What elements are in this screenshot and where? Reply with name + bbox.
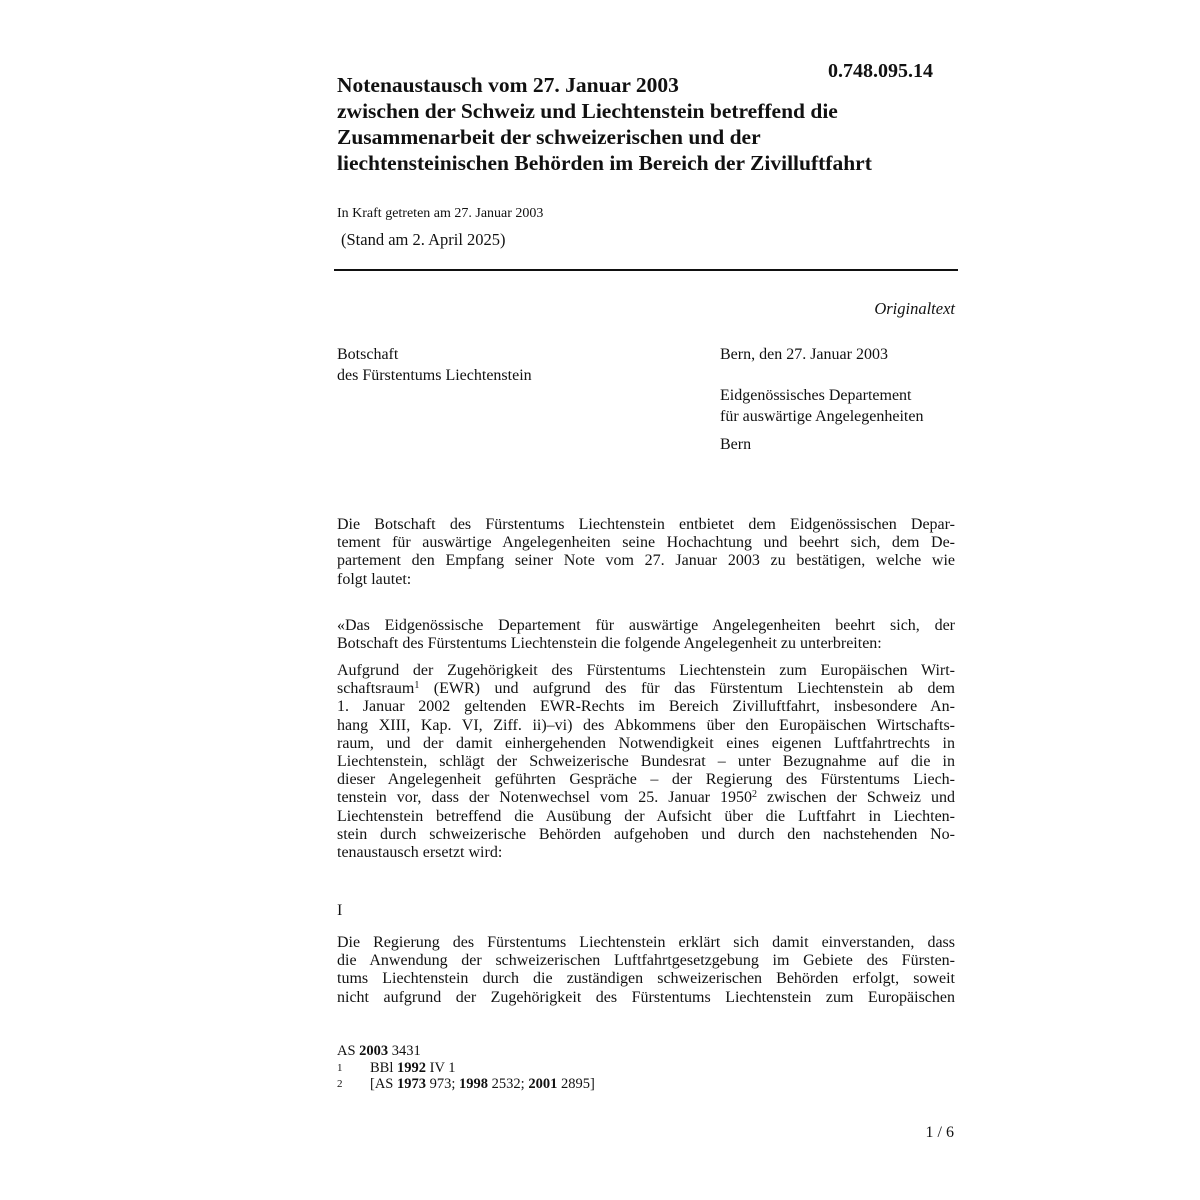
text-segment: tenstein vor, dass der Notenwechsel vom 25. Januar 1950: [337, 789, 752, 807]
section-numeral: I: [337, 902, 343, 919]
recipient-block: [720, 344, 923, 455]
text-line: nicht aufgrund der Zugehörigkeit des Fürstentums Liechtenstein zum Europäischen: [337, 988, 955, 1006]
text-line: partement den Empfang seiner Note vom 27. Januar 2003 zu bestätigen, welche wie: [337, 552, 955, 570]
official-collection-ref: [337, 1043, 595, 1060]
text-line: tums Liechtenstein durch die zuständigen schweizerischen Behörden erfolgt, soweit: [337, 970, 955, 988]
footnote-number: 1: [337, 1061, 343, 1074]
text-line: Liechtenstein, schlägt der Schweizerische Bundesrat – unter Bezugnahme auf die in: [337, 753, 955, 771]
text-line: tement für auswärtige Angelegenheiten seine Hochachtung und beehrt sich, dem De-: [337, 534, 955, 552]
sender-block: [337, 344, 532, 386]
title-line: zwischen der Schweiz und Liechtenstein betreffend die: [337, 99, 838, 123]
text-line: [337, 789, 955, 807]
recipient-line: Eidgenössisches Departement: [720, 387, 912, 404]
text-line: stein durch schweizerische Behörden aufgehoben und durch den nachstehenden No-: [337, 825, 955, 843]
header-divider: [334, 269, 958, 271]
status-date: (Stand am 2. April 2025): [341, 230, 506, 249]
document-title: [337, 72, 957, 176]
sr-number: 0.748.095.14: [828, 60, 933, 82]
fn-text: 2895]: [560, 1076, 595, 1092]
fn-year: 2001: [528, 1076, 558, 1092]
footnotes: [337, 1043, 595, 1093]
paragraph-main: [337, 662, 955, 862]
text-line: dieser Angelegenheit geführten Gespräche – der Regierung des Fürstentums Liech-: [337, 771, 955, 789]
text-segment: (EWR) und aufgrund des für das Fürstentum Liechtenstein ab dem: [419, 680, 955, 698]
footnote-ref-2[interactable]: 2: [751, 789, 757, 801]
text-line: tenaustausch ersetzt wird:: [337, 844, 503, 862]
footnote-number: 2: [337, 1078, 343, 1090]
footnote-2: [337, 1076, 595, 1093]
as-year: 2003: [359, 1043, 389, 1059]
text-line: folgt lautet:: [337, 570, 412, 588]
text-line: Aufgrund der Zugehörigkeit des Fürstentums Liechtenstein zum Europäischen Wirt-: [337, 662, 955, 679]
title-line: liechtensteinischen Behörden im Bereich der Zivilluftfahrt: [337, 151, 872, 175]
text-segment: schaftsraum: [337, 680, 415, 698]
sender-line: Botschaft: [337, 346, 399, 363]
paragraph-intro: [337, 516, 955, 589]
title-line: Zusammenarbeit der schweizerischen und der: [337, 125, 761, 149]
footnote-1: [337, 1060, 595, 1077]
fn-text: 973;: [429, 1076, 456, 1092]
as-page: 3431: [391, 1043, 421, 1059]
page-number: 1 / 6: [925, 1124, 954, 1141]
footnote-ref-1[interactable]: 1: [414, 680, 420, 692]
in-force-date: In Kraft getreten am 27. Januar 2003: [337, 206, 544, 221]
fn-text: 2532;: [491, 1076, 525, 1092]
text-line: [337, 680, 955, 698]
original-text-label: Originaltext: [874, 299, 955, 318]
text-segment: zwischen der Schweiz und: [756, 789, 955, 807]
fn-text: [AS: [370, 1076, 394, 1092]
sender-line: des Fürstentums Liechtenstein: [337, 367, 532, 384]
as-prefix: AS: [337, 1043, 356, 1059]
fn-text: IV 1: [429, 1059, 456, 1076]
recipient-line: für auswärtige Angelegenheiten: [720, 408, 924, 425]
letter-date: Bern, den 27. Januar 2003: [720, 346, 888, 363]
fn-year: 1998: [459, 1076, 489, 1092]
text-line: hang XIII, Kap. VI, Ziff. ii)–vi) des Abkommens über den Europäischen Wirtschafts-: [337, 716, 955, 734]
recipient-city: Bern: [720, 436, 752, 453]
fn-year: 1992: [397, 1059, 426, 1076]
text-line: Botschaft des Fürstentums Liechtenstein die folgende Angelegenheit zu unterbreiten:: [337, 635, 882, 653]
text-line: raum, und der damit einhergehenden Notwendigkeit eines eigenen Luftfahrtrechts in: [337, 734, 955, 752]
paragraph-quote-intro: [337, 617, 955, 653]
fn-text: BBl: [370, 1059, 394, 1076]
footnote-text: [370, 1060, 456, 1077]
text-line: Liechtenstein betreffend die Ausübung der Aufsicht über die Luftfahrt in Liechten-: [337, 807, 955, 825]
fn-year: 1973: [397, 1076, 426, 1092]
text-line: Die Botschaft des Fürstentums Liechtenstein entbietet dem Eidgenössischen Depar-: [337, 516, 955, 533]
title-line: Notenaustausch vom 27. Januar 2003: [337, 73, 679, 97]
text-line: die Anwendung der schweizerischen Luftfahrtgesetzgebung im Gebiete des Fürsten-: [337, 952, 955, 970]
text-line: Die Regierung des Fürstentums Liechtenstein erklärt sich damit einverstanden, dass: [337, 934, 955, 951]
paragraph-section-1: [337, 934, 955, 1007]
text-line: «Das Eidgenössische Departement für auswärtige Angelegenheiten beehrt sich, der: [337, 617, 955, 634]
footnote-text: [370, 1076, 595, 1093]
text-line: 1. Januar 2002 geltenden EWR-Rechts im Bereich Zivilluftfahrt, insbesondere An-: [337, 698, 955, 716]
